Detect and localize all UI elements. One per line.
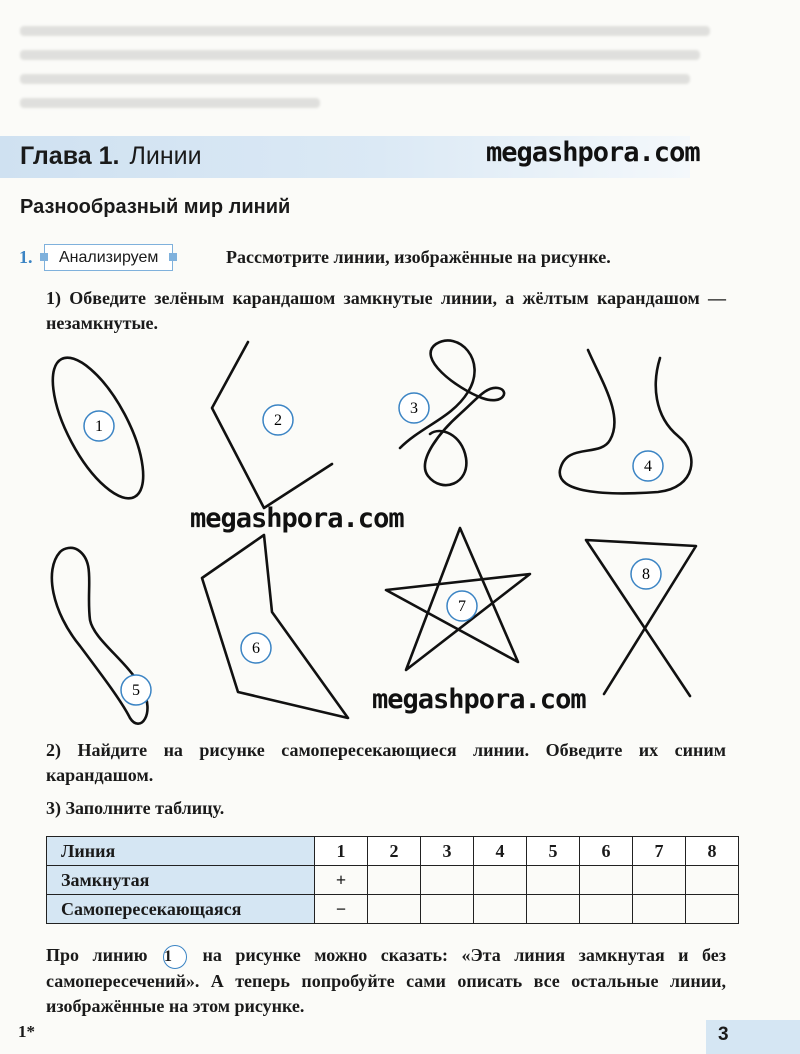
table-cell[interactable] xyxy=(474,866,527,895)
page-number: 3 xyxy=(718,1024,729,1045)
watermark-bottom: megashpora.com xyxy=(372,684,586,715)
label-6 xyxy=(241,633,271,663)
task-step-2: 2) Найдите на рисунке самопересекающиеся линии. Обведите их синим карандашом. xyxy=(46,740,726,785)
table-cell[interactable] xyxy=(686,866,739,895)
table-col: 3 xyxy=(421,837,474,866)
table-cell[interactable] xyxy=(633,895,686,924)
task-step-3: 3) Заполните таблицу. xyxy=(46,798,225,818)
chapter-name: Линии xyxy=(129,142,202,170)
note-paragraph xyxy=(46,943,726,1019)
label-8 xyxy=(631,559,661,589)
label-1 xyxy=(84,411,114,441)
label-4 xyxy=(633,451,663,481)
table-col: 8 xyxy=(686,837,739,866)
table-cell[interactable] xyxy=(686,895,739,924)
label-6-text: 6 xyxy=(252,640,260,657)
table-cell[interactable] xyxy=(368,866,421,895)
table-row-self-intersecting xyxy=(47,895,739,924)
table-col: 4 xyxy=(474,837,527,866)
table-cell[interactable] xyxy=(633,866,686,895)
task-number: 1. xyxy=(19,247,33,267)
table-cell[interactable] xyxy=(580,895,633,924)
watermark-top: megashpora.com xyxy=(486,137,700,168)
lines-table xyxy=(46,836,739,924)
table-header-row xyxy=(47,837,739,866)
table-row-label: Самопересекающаяся xyxy=(47,895,315,924)
table-cell[interactable] xyxy=(421,866,474,895)
table-row-closed xyxy=(47,866,739,895)
chapter-label: Глава 1. xyxy=(20,142,120,170)
line-6-polygon xyxy=(202,535,348,718)
table-cell[interactable] xyxy=(474,895,527,924)
badge-marker-left xyxy=(40,253,48,261)
label-5-text: 5 xyxy=(132,682,140,699)
note-after: на рисунке можно сказать: «Эта линия замкнутая и без самопересечений». А теперь попробуйте сами описать все остальные линии, изображённые на этом рисунке. xyxy=(46,945,727,1016)
label-7 xyxy=(447,591,477,621)
table-cell[interactable]: − xyxy=(315,895,368,924)
table-cell[interactable] xyxy=(527,866,580,895)
label-1-text: 1 xyxy=(95,418,103,435)
table-col: 1 xyxy=(315,837,368,866)
label-2-text: 2 xyxy=(274,412,282,429)
label-5 xyxy=(121,675,151,705)
line-4-curve xyxy=(560,350,692,493)
note-circled-number: 1 xyxy=(163,945,187,969)
label-3-text: 3 xyxy=(410,400,418,417)
badge-label: Анализируем xyxy=(59,249,159,266)
section-title: Разнообразный мир линий xyxy=(20,196,291,218)
table-cell[interactable] xyxy=(527,895,580,924)
chapter-title xyxy=(20,142,202,171)
label-3 xyxy=(399,393,429,423)
footer-signature: 1* xyxy=(18,1022,35,1041)
faded-previous-text xyxy=(20,22,720,114)
table-row-label: Замкнутая xyxy=(47,866,315,895)
table-cell[interactable]: + xyxy=(315,866,368,895)
task-intro: Рассмотрите линии, изображённые на рисунке. xyxy=(226,247,611,267)
table-col: 6 xyxy=(580,837,633,866)
table-cell[interactable] xyxy=(421,895,474,924)
label-7-text: 7 xyxy=(458,598,466,615)
task-step-1: 1) Обведите зелёным карандашом замкнутые линии, а жёлтым карандашом — незамкнутые. xyxy=(46,288,726,333)
badge-marker-right xyxy=(169,253,177,261)
label-8-text: 8 xyxy=(642,566,650,583)
label-4-text: 4 xyxy=(644,458,652,475)
table-col: 7 xyxy=(633,837,686,866)
table-cell[interactable] xyxy=(580,866,633,895)
table-header-label: Линия xyxy=(47,837,315,866)
table-col: 2 xyxy=(368,837,421,866)
watermark-middle: megashpora.com xyxy=(190,503,404,534)
label-2 xyxy=(263,405,293,435)
table-cell[interactable] xyxy=(368,895,421,924)
table-col: 5 xyxy=(527,837,580,866)
task-badge xyxy=(44,244,173,271)
note-before: Про линию xyxy=(46,945,148,965)
